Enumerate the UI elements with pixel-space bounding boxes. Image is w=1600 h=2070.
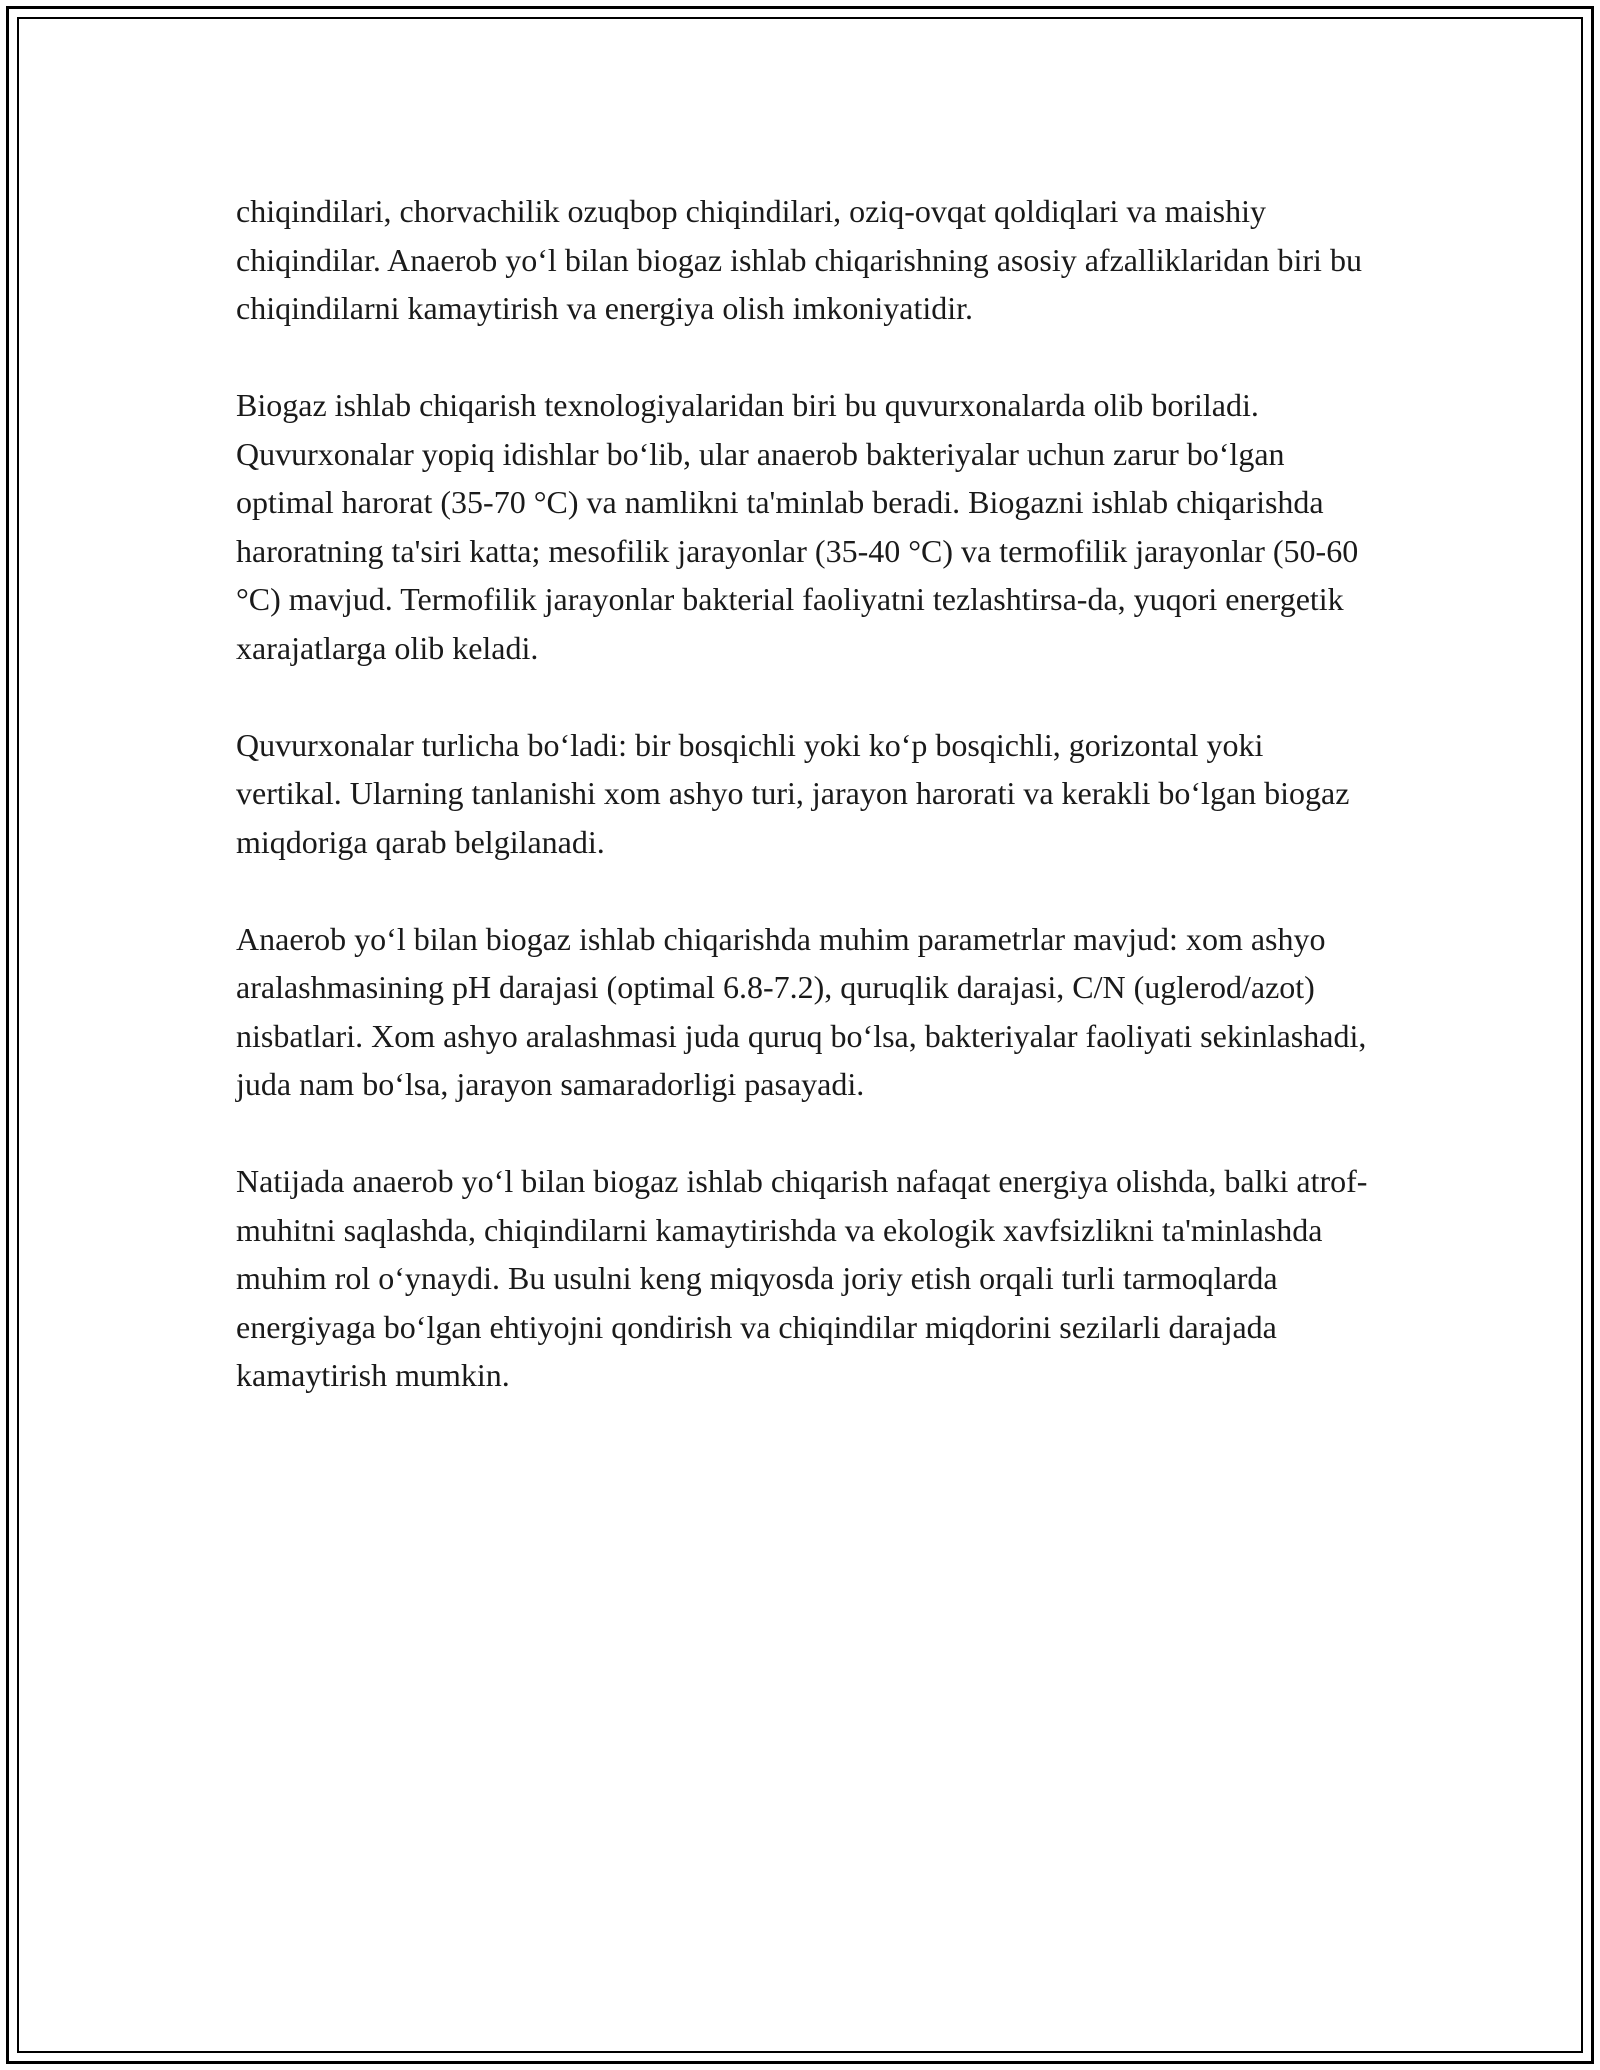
- paragraph-waste-types: chiqindilari, chorvachilik ozuqbop chiqindilari, oziq-ovqat qoldiqlari va maishiy chiqindilar. Anaerob yo‘l bilan biogaz ishlab chiqarishning asosiy afzalliklaridan biri bu chiqindilarni kamaytirish va energiya olish imkoniyatidir.: [236, 193, 1362, 326]
- document-body: [236, 187, 1376, 1448]
- paragraph-conclusion: Natijada anaerob yo‘l bilan biogaz ishlab chiqarish nafaqat energiya olishda, balki atrof-muhitni saqlashda, chiqindilarni kamaytirishda va ekologik xavfsizlikni ta'minlashda muhim rol o‘ynaydi. Bu usulni keng miqyosda joriy etish orqali turli tarmoqlarda energiyaga bo‘lgan ehtiyojni qondirish va chiqindilar miqdorini sezilarli darajada kamaytirish mumkin.: [236, 1163, 1368, 1393]
- paragraph-digester-types: Quvurxonalar turlicha bo‘ladi: bir bosqichli yoki ko‘p bosqichli, gorizontal yoki vertikal. Ularning tanlanishi xom ashyo turi, jarayon harorati va kerakli bo‘lgan biogaz miqdoriga qarab belgilanadi.: [236, 726, 1350, 860]
- paragraph-process-parameters: Anaerob yo‘l bilan biogaz ishlab chiqarishda muhim parametrlar mavjud: xom ashyo aralashmasining pH darajasi (optimal 6.8-7.2), quruqlik darajasi, C/N (uglerod/azot) nisbatlari. Xom ashyo aralashmasi juda quruq bo‘lsa, bakteriyalar faoliyati sekinlashadi, juda nam bo‘lsa, jarayon samaradorligi pasayadi.: [236, 920, 1367, 1102]
- paragraph-digester-technology: Biogaz ishlab chiqarish texnologiyalaridan biri bu quvurxonalarda olib boriladi. Quvurxonalar yopiq idishlar bo‘lib, ular anaerob bakteriyalar uchun zarur bo‘lgan optimal harorat (35-70 °C) va namlikni ta'minlab beradi. Biogazni ishlab chiqarishda haroratning ta'siri katta; mesofilik jarayonlar (35-40 °C) va termofilik jarayonlar (50-60 °C) mavjud. Termofilik jarayonlar bakterial faoliyatni tezlashtirsa-da, yuqori energetik xarajatlarga olib keladi.: [236, 387, 1359, 666]
